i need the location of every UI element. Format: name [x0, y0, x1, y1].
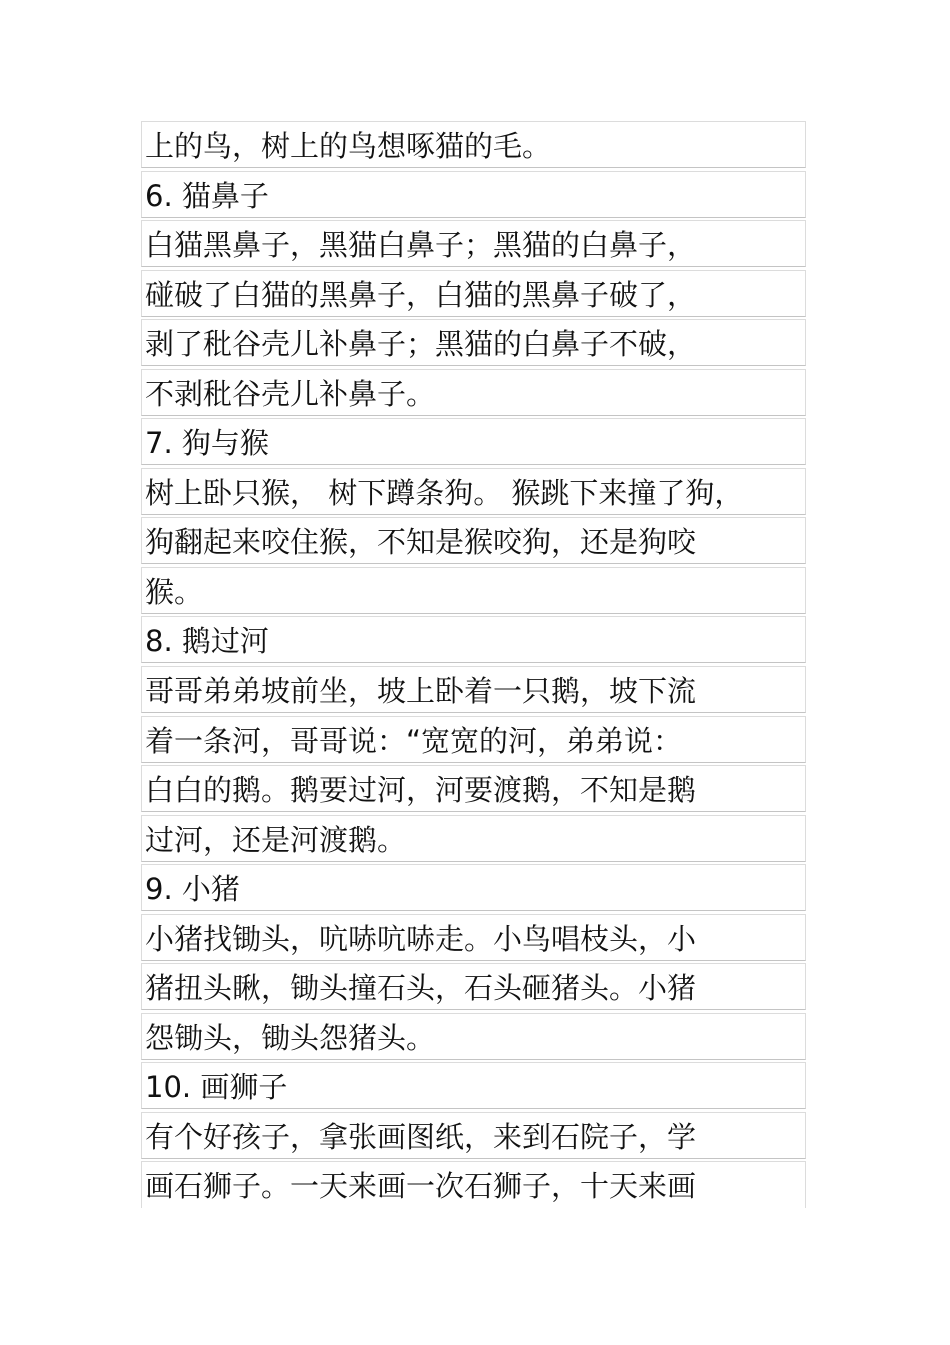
- table-row: [141, 171, 806, 218]
- line-text: 上的鸟，树上的鸟想啄猫的毛。: [145, 129, 552, 163]
- table-row: [141, 220, 806, 267]
- table-row: [141, 914, 806, 961]
- line-text: 猪扭头瞅，锄头撞石头，石头砸猪头。小猪: [145, 971, 697, 1006]
- line-text: 白白的鹅。鹅要过河，河要渡鹅，不知是鹅: [145, 773, 697, 808]
- table-row: [141, 716, 806, 763]
- table-row: [141, 121, 806, 168]
- line-text: 画石狮子。一天来画一次石狮子，十天来画: [145, 1169, 697, 1204]
- line-text: 白猫黑鼻子，黑猫白鼻子；黑猫的白鼻子，: [145, 228, 697, 263]
- line-text: 猴。: [145, 574, 204, 609]
- table-row: [141, 1161, 806, 1208]
- table-row: [141, 270, 806, 317]
- line-text: 狗翻起来咬住猴，不知是猴咬狗，还是狗咬: [145, 525, 697, 560]
- section-heading: 9. 小猪: [145, 872, 240, 907]
- table-row: [141, 319, 806, 366]
- line-text: 有个好孩子，拿张画图纸，来到石院子，学: [145, 1119, 697, 1154]
- table-row: [141, 468, 806, 515]
- line-text: 哥哥弟弟坡前坐，坡上卧着一只鹅，坡下流: [145, 674, 697, 709]
- table-row: [141, 369, 806, 416]
- line-text: 小猪找锄头，吭哧吭哧走。小鸟唱枝头，小: [145, 921, 697, 956]
- text-table: [141, 121, 806, 1211]
- line-text: 树上卧只猴， 树下蹲条狗。 猴跳下来撞了狗，: [145, 475, 744, 510]
- table-row: [141, 517, 806, 564]
- line-text: 怨锄头，锄头怨猪头。: [145, 1020, 436, 1055]
- table-row: [141, 616, 806, 663]
- table-row: [141, 1062, 806, 1109]
- section-heading: 8. 鹅过河: [145, 624, 269, 659]
- table-row: [141, 1112, 806, 1159]
- section-heading: 6. 猫鼻子: [145, 178, 269, 213]
- table-row: [141, 815, 806, 862]
- table-row: [141, 765, 806, 812]
- table-row: [141, 864, 806, 911]
- table-row: [141, 567, 806, 614]
- section-heading: 7. 狗与猴: [145, 426, 269, 461]
- line-text: 碰破了白猫的黑鼻子，白猫的黑鼻子破了，: [145, 277, 697, 312]
- table-row: [141, 1013, 806, 1060]
- table-row: [141, 666, 806, 713]
- table-row: [141, 418, 806, 465]
- line-text: 着一条河，哥哥说：“宽宽的河，弟弟说：: [145, 723, 683, 758]
- line-text: 剥了秕谷壳儿补鼻子；黑猫的白鼻子不破，: [145, 327, 697, 362]
- section-heading: 10. 画狮子: [145, 1070, 288, 1105]
- line-text: 不剥秕谷壳儿补鼻子。: [145, 376, 436, 411]
- table-row: [141, 963, 806, 1010]
- line-text: 过河，还是河渡鹅。: [145, 822, 407, 857]
